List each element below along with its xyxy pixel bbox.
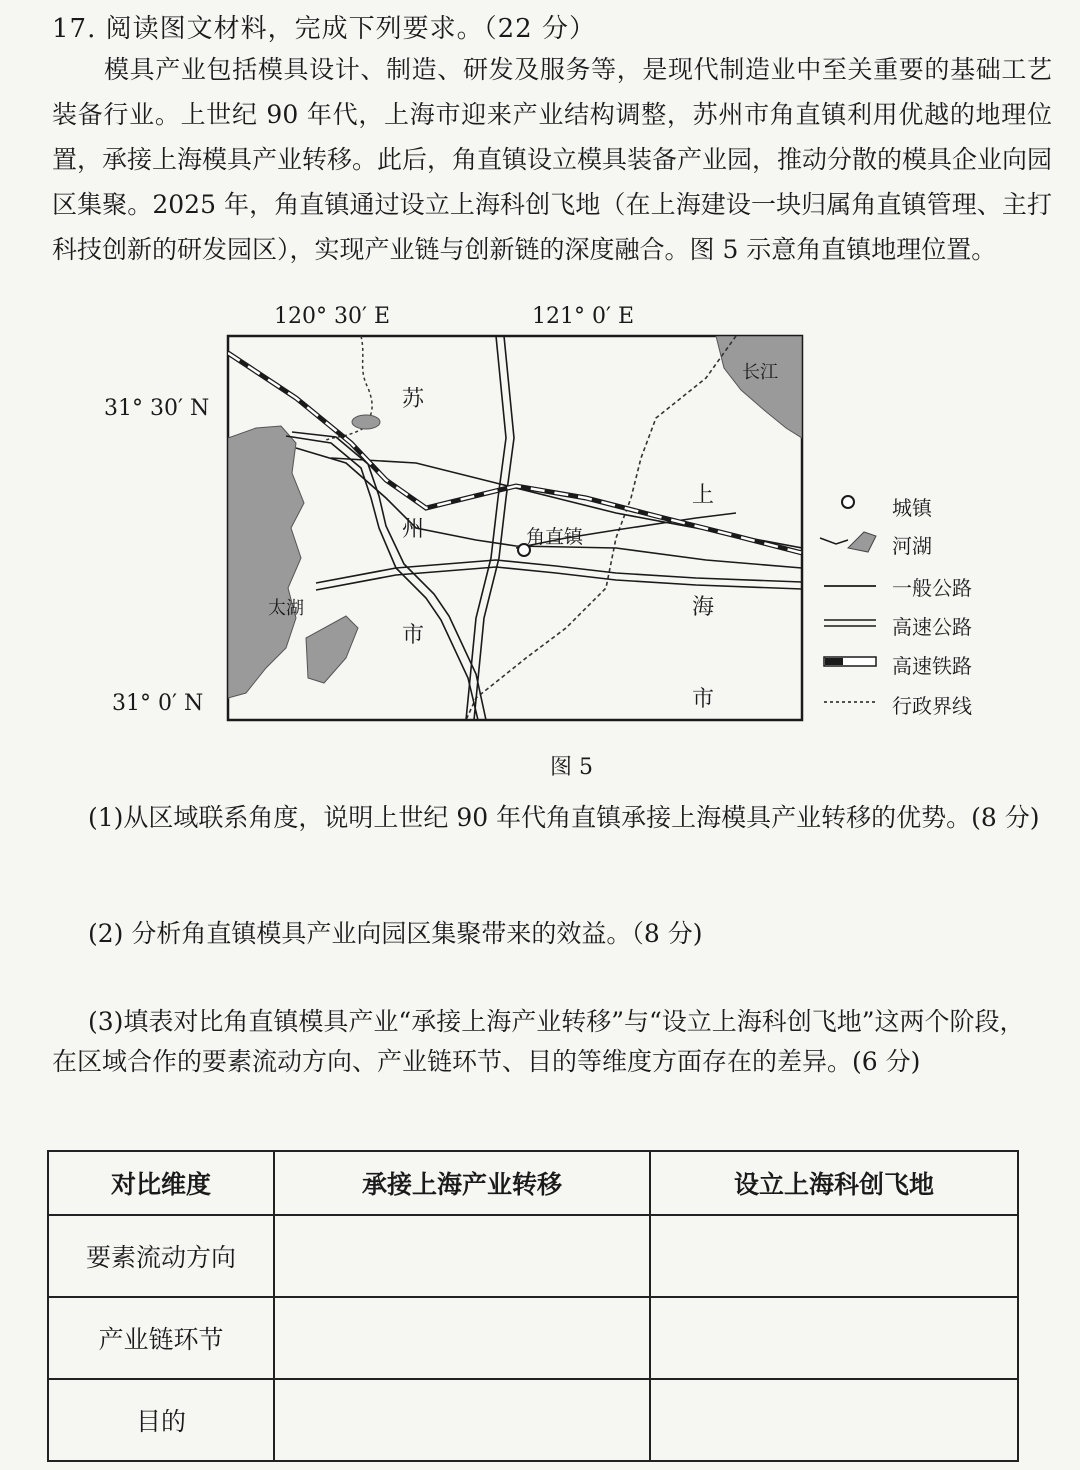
answer-cell[interactable]: [274, 1297, 650, 1379]
table-row: [48, 1297, 1018, 1379]
table-header: 设立上海科创飞地: [650, 1151, 1018, 1215]
legend-label: 河湖: [892, 534, 932, 558]
legend-label: 行政界线: [892, 694, 972, 718]
legend-symbols: [820, 496, 876, 702]
table-cell: 要素流动方向: [48, 1215, 274, 1297]
subquestion-text: (3)填表对比角直镇模具产业“承接上海产业转移”与“设立上海科创飞地”这两个阶段，在区域合作的要素流动方向、产业链环节、目的等维度方面存在的差异。(6 分): [52, 1007, 1025, 1076]
table-cell: 目的: [48, 1379, 274, 1461]
lon-label-1: 120° 30′ E: [274, 304, 391, 329]
answer-cell[interactable]: [274, 1379, 650, 1461]
answer-cell[interactable]: [274, 1215, 650, 1297]
label-shi-2: 市: [692, 687, 715, 712]
question-title: 17. 阅读图文材料，完成下列要求。（22 分）: [52, 14, 596, 44]
subquestion-1: [52, 798, 1042, 838]
label-zhou: 州: [402, 517, 425, 542]
table-header-row: [48, 1151, 1018, 1215]
label-taihu: 太湖: [268, 598, 304, 619]
label-shang: 上: [692, 483, 715, 508]
subquestion-2: [52, 914, 1042, 954]
material-text: 模具产业包括模具设计、制造、研发及服务等，是现代制造业中至关重要的基础工艺装备行业。上世纪 90 年代，上海市迎来产业结构调整，苏州市角直镇利用优越的地理位置，承接上海模具产业转移。此后，角直镇设立模具装备产业园，推动分散的模具企业向园区集聚。2025 年，角直镇通过设立上海科创飞地（在上海建设一块归属角直镇管理、主打科技创新的研发园区），实现产业链与创新链的深度融合。图 5 示意角直镇地理位置。: [52, 55, 1053, 264]
comparison-table: [47, 1150, 1019, 1462]
legend-label: 城镇: [892, 496, 932, 520]
table-row: [48, 1215, 1018, 1297]
answer-cell[interactable]: [650, 1297, 1018, 1379]
table-row: [48, 1379, 1018, 1461]
answer-cell[interactable]: [650, 1215, 1018, 1297]
label-shi-1: 市: [402, 623, 425, 648]
table-header: 对比维度: [48, 1151, 274, 1215]
answer-cell[interactable]: [650, 1379, 1018, 1461]
label-changjiang: 长江: [742, 362, 778, 383]
subquestion-text: (2) 分析角直镇模具产业向园区集聚带来的效益。（8 分): [88, 919, 703, 948]
lat-label-1: 31° 30′ N: [104, 396, 210, 421]
label-hai: 海: [692, 595, 715, 620]
legend-label: 一般公路: [892, 576, 972, 600]
small-lake: [352, 415, 380, 429]
legend-label: 高速铁路: [892, 654, 972, 678]
subquestion-3: [52, 1002, 1042, 1082]
label-su: 苏: [402, 387, 425, 412]
figure-5: [96, 298, 996, 788]
material-paragraph: [52, 47, 1052, 272]
lat-label-2: 31° 0′ N: [112, 691, 204, 716]
table-header: 承接上海产业转移: [274, 1151, 650, 1215]
figure-caption: 图 5: [550, 755, 593, 780]
subquestion-text: (1)从区域联系角度，说明上世纪 90 年代角直镇承接上海模具产业转移的优势。(8 分): [88, 803, 1040, 832]
legend-label: 高速公路: [892, 615, 972, 639]
lon-label-2: 121° 0′ E: [532, 304, 635, 329]
label-town: 角直镇: [526, 526, 584, 548]
table-cell: 产业链环节: [48, 1297, 274, 1379]
